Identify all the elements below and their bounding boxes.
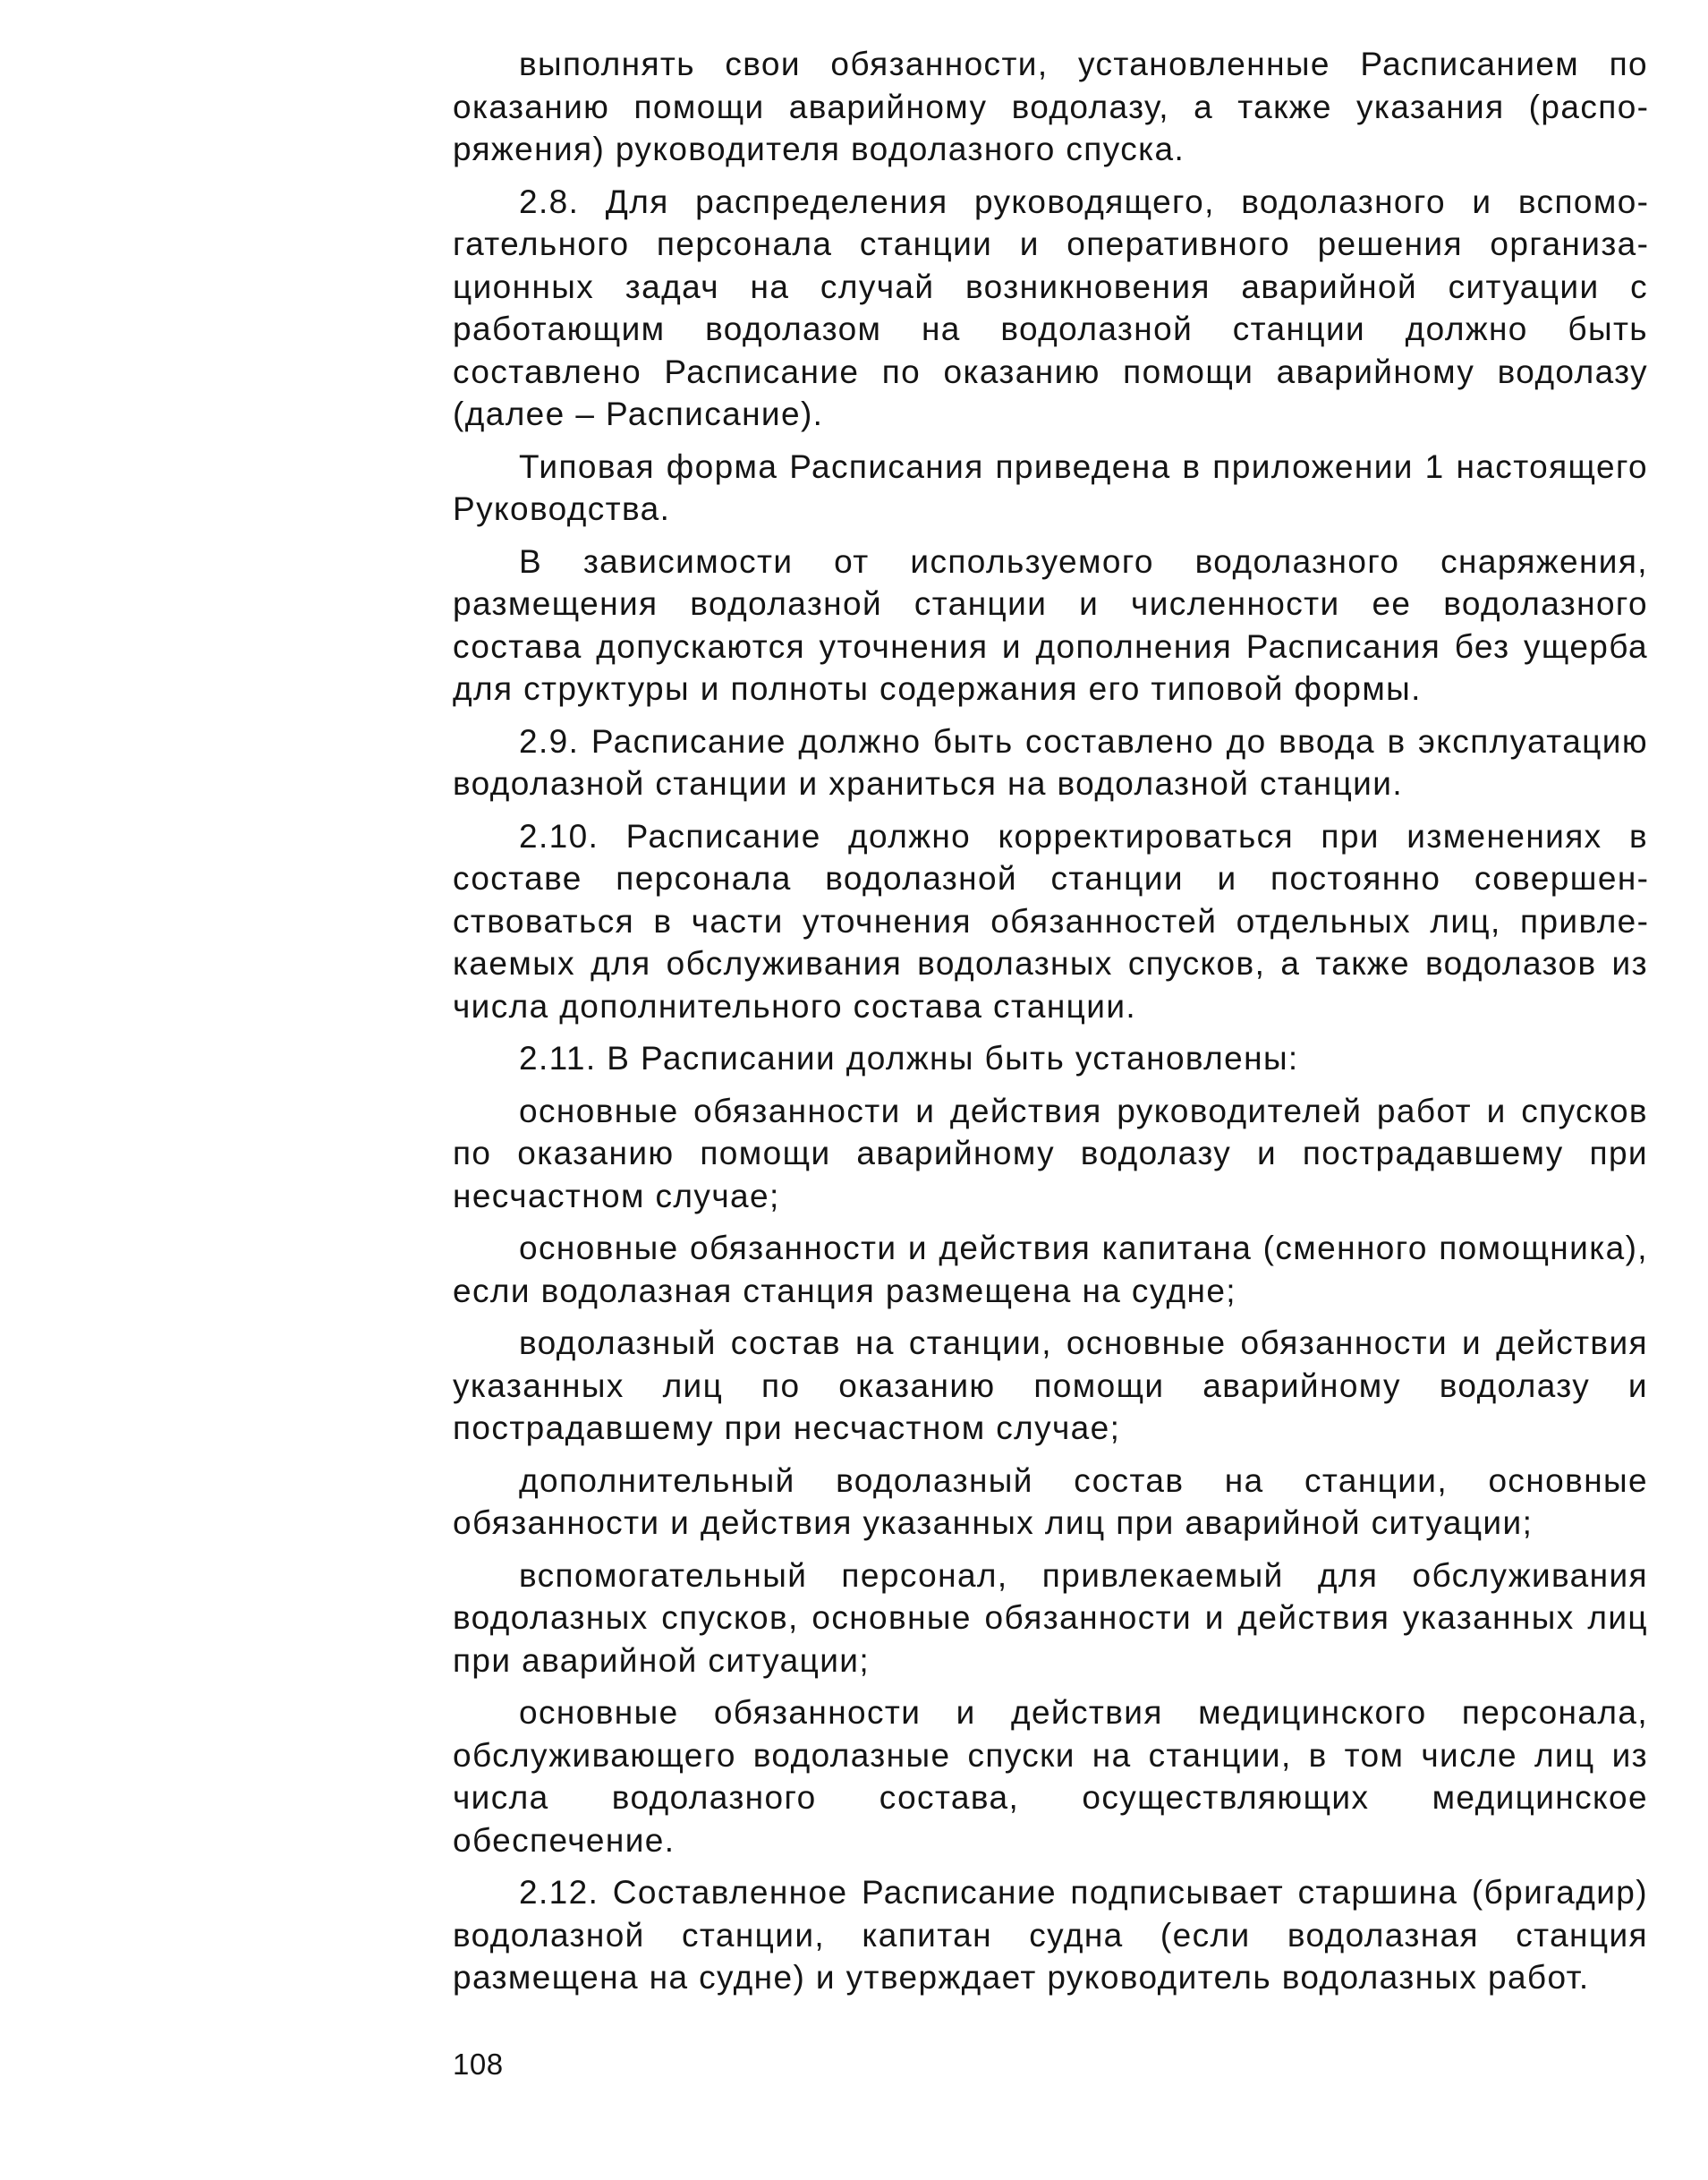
paragraph-2-12: 2.12. Составленное Расписание подписывает старшина (бригадир) водолазной станции, капитан судна (если водолазная станция размещена на судне) и утверждает руководитель водолазных работ.: [453, 1874, 1648, 1996]
document-body: [453, 43, 1648, 2009]
list-item-diving-staff: водолазный состав на станции, основные обязанности и действия указанных лиц по оказанию помощи аварийному водолазу и пострадавшему при несчастном случае;: [453, 1324, 1648, 1446]
paragraph-clarifications: В зависимости от используемого водолазного снаряжения, размещения водолазной станции и численности ее водолазного состава допускаются уточнения и дополнения Расписания без ущерба для структуры и полноты содержания его типовой формы.: [453, 542, 1648, 707]
paragraph-2-11: 2.11. В Расписании должны быть установлены:: [519, 1040, 1299, 1077]
list-item-captain: основные обязанности и действия капитана (сменного помощника), если водолазная станция размещена на судне;: [453, 1230, 1648, 1309]
list-item-supervisors: основные обязанности и действия руководителей работ и спусков по оказанию помощи аварийному водолазу и пострадавшему при несчастном случае;: [453, 1092, 1648, 1214]
list-item-additional-staff: дополнительный водолазный состав на станции, основные обязанности и действия указанных лиц при аварийной ситуации;: [453, 1461, 1648, 1541]
list-item-medical-staff: основные обязанности и действия медицинского персонала, обслуживающего водолазные спуски на станции, в том числе лиц из числа водолазного состава, осуществляющих медицинское обеспечение.: [453, 1694, 1648, 1859]
paragraph-standard-form: Типовая форма Расписания приведена в приложении 1 настоящего Руководства.: [453, 447, 1648, 527]
paragraph-2-8: 2.8. Для распределения руководящего, водолазного и вспомогательного персонала станции и оперативного решения организационных задач на случай возникновения аварийной ситуации с работающим водолазом на водолазной станции должно быть составлено Расписание по оказанию помощи аварийному водолазу (далее – Расписание).: [453, 183, 1648, 432]
paragraph-continuation: выполнять свои обязанности, установленные Расписанием по оказанию помощи аварийному водолазу, а также указания (распоряжения) руководителя водолазного спуска.: [453, 46, 1648, 167]
paragraph-2-10: 2.10. Расписание должно корректироваться при изменениях в составе персонала водолазной станции и постоянно совершенствоваться в части уточнения обязанностей отдельных лиц, привлекаемых для обслуживания водолазных спусков, а также водолазов из числа дополнительного состава станции.: [453, 817, 1648, 1025]
page-number: 108: [453, 2048, 504, 2081]
paragraph-2-9: 2.9. Расписание должно быть составлено до ввода в эксплуатацию водолазной станции и храниться на водолазной станции.: [453, 722, 1648, 802]
list-item-auxiliary-staff: вспомогательный персонал, привлекаемый для обслуживания водолазных спусков, основные обязанности и действия указанных лиц при аварийной ситуации;: [453, 1556, 1648, 1679]
